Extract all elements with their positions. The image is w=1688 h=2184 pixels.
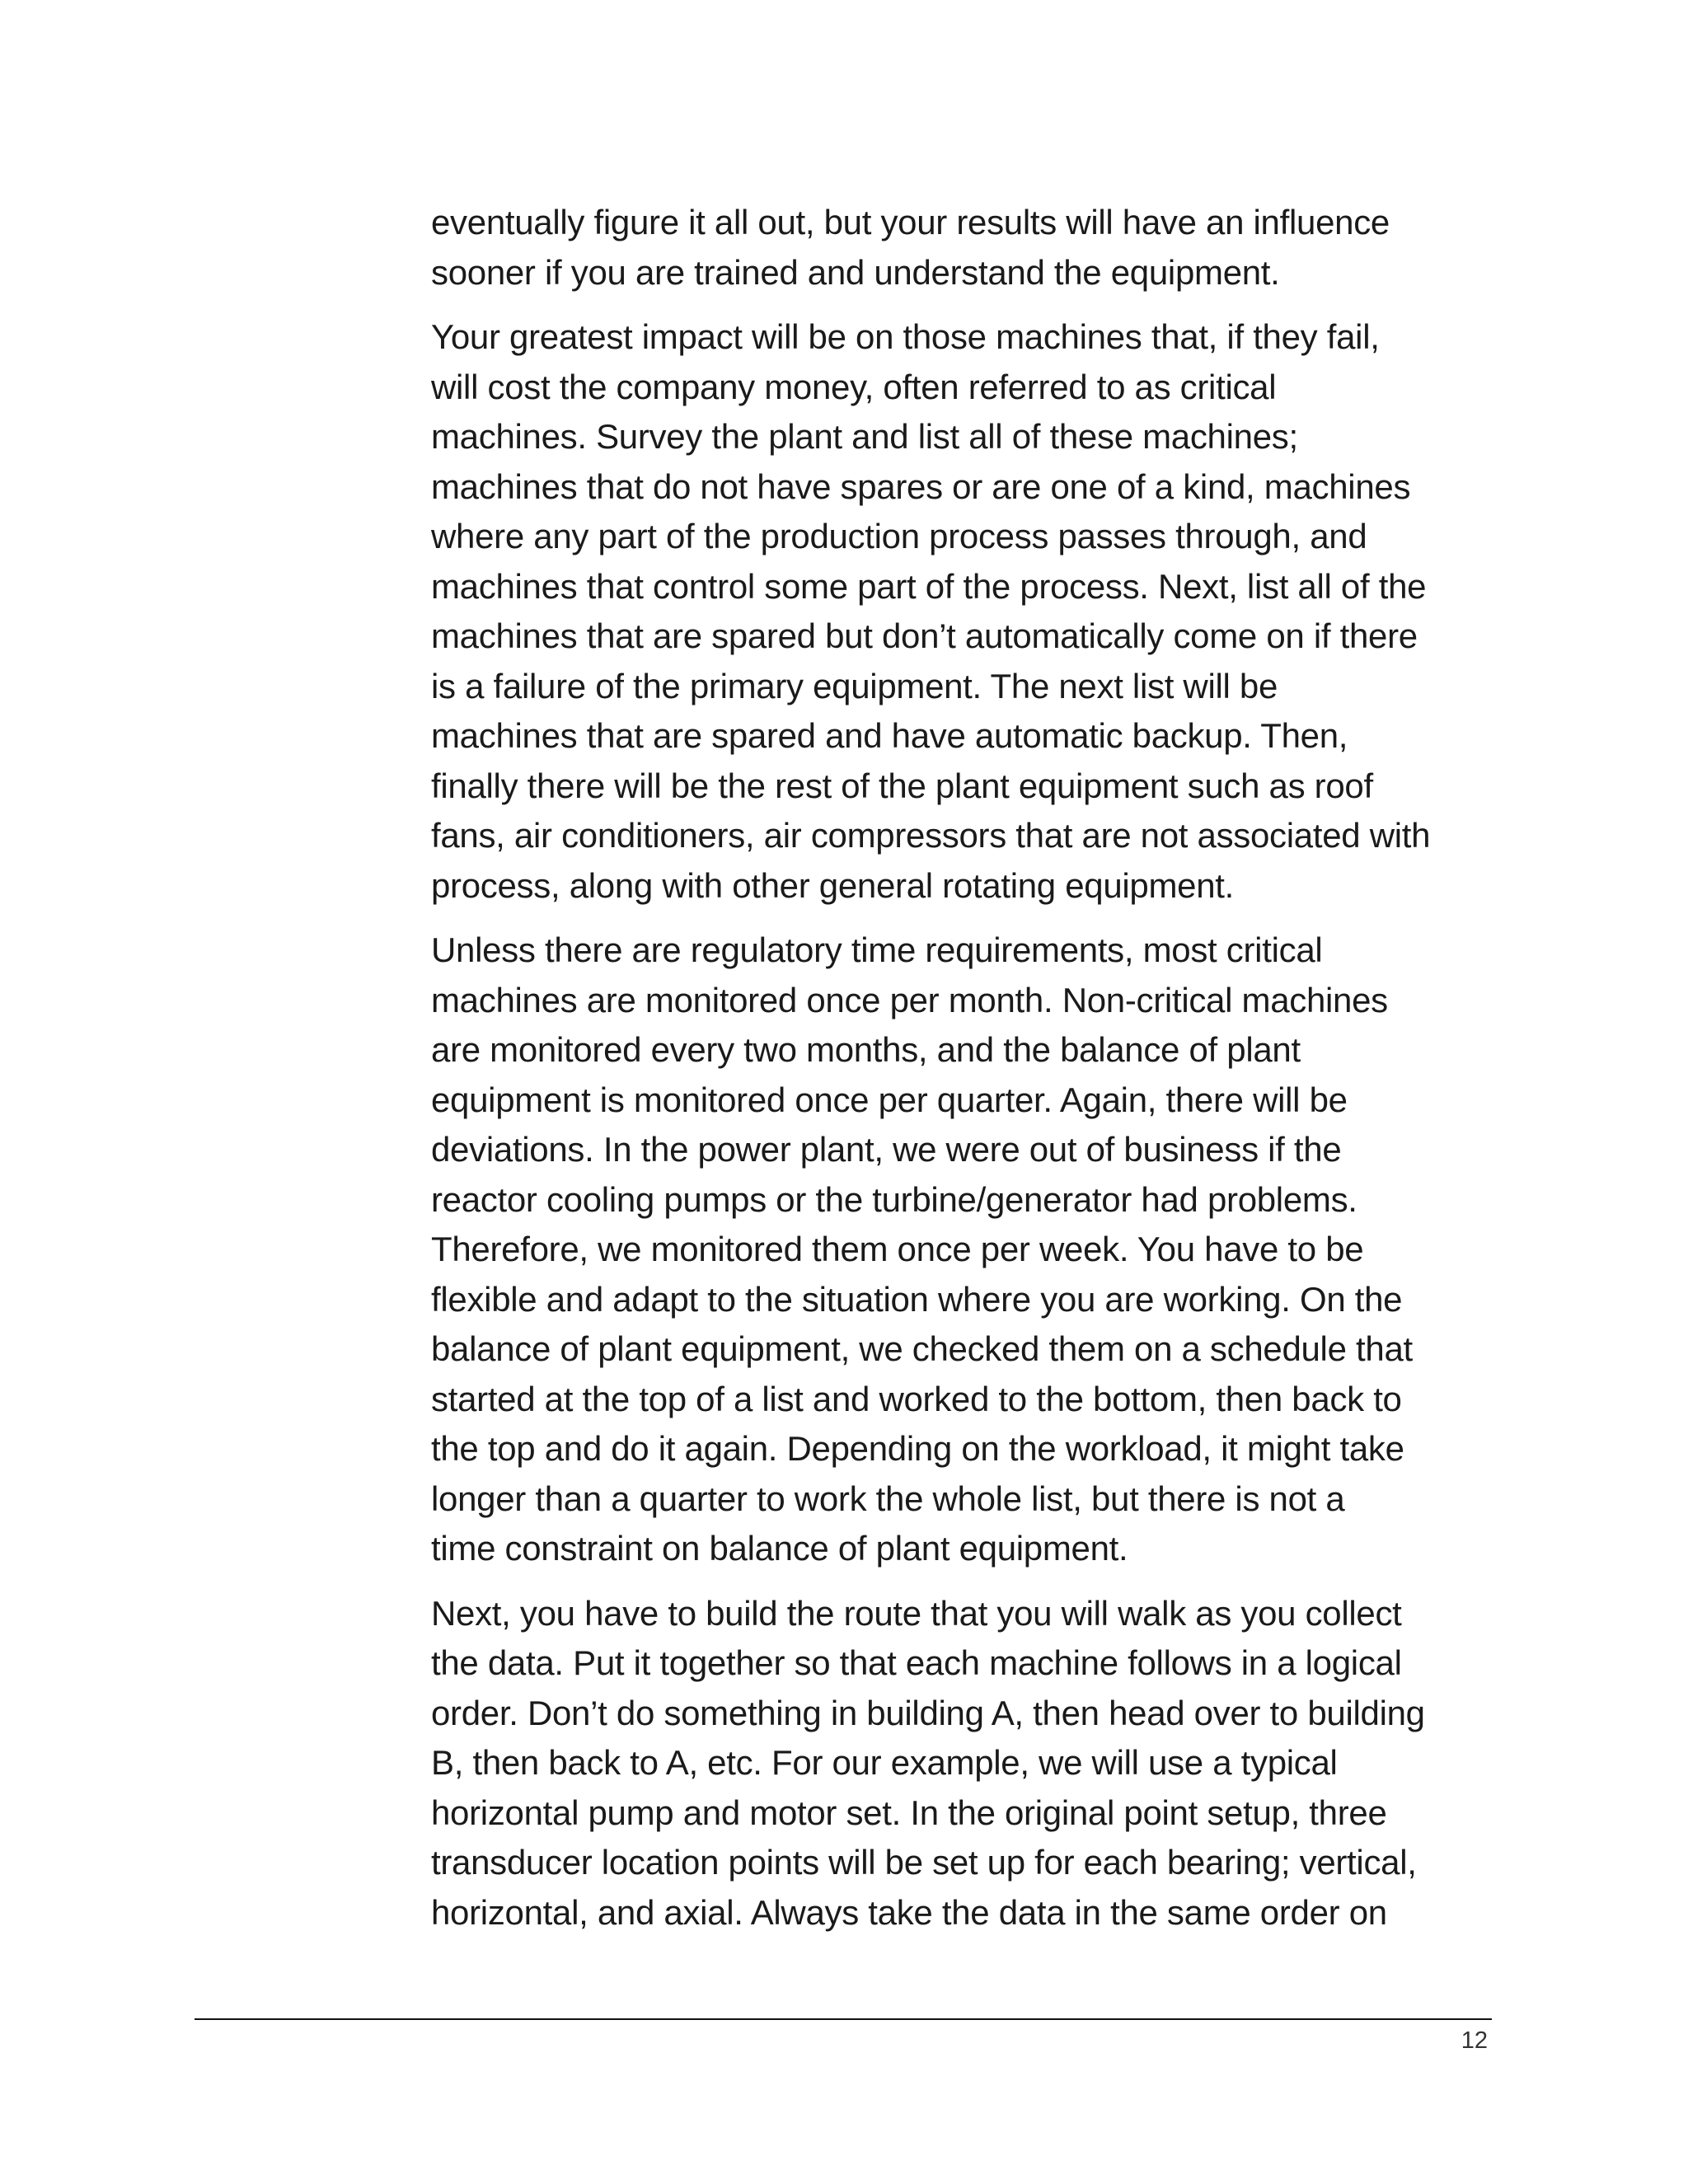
text-line: longer than a quarter to work the whole list, but there is not a xyxy=(431,1479,1345,1518)
text-line: flexible and adapt to the situation where you are working. On the xyxy=(431,1279,1403,1319)
footer-rule xyxy=(195,2018,1492,2020)
text-line: balance of plant equipment, we checked them on a schedule that xyxy=(431,1329,1413,1368)
text-line: process, along with other general rotating equipment. xyxy=(431,865,1235,905)
text-line: where any part of the production process passes through, and xyxy=(431,517,1367,555)
paragraph xyxy=(431,312,1494,911)
text-line: horizontal pump and motor set. In the original point setup, three xyxy=(431,1793,1387,1832)
text-line: machines are monitored once per month. Non-critical machines xyxy=(431,980,1388,1019)
text-line: fans, air conditioners, air compressors that are not associated with xyxy=(431,816,1431,855)
text-line: will cost the company money, often referred to as critical xyxy=(431,367,1277,406)
text-line: reactor cooling pumps or the turbine/generator had problems. xyxy=(431,1179,1357,1219)
text-line: are monitored every two months, and the balance of plant xyxy=(431,1030,1301,1069)
text-line: started at the top of a list and worked to the bottom, then back to xyxy=(431,1379,1402,1418)
text-line: order. Don’t do something in building A, then head over to building xyxy=(431,1693,1425,1732)
text-line: Unless there are regulatory time requirements, most critical xyxy=(431,930,1323,969)
text-line: sooner if you are trained and understand the equipment. xyxy=(431,252,1280,292)
paragraph xyxy=(431,926,1494,1574)
text-line: transducer location points will be set up for each bearing; vertical, xyxy=(431,1843,1417,1882)
text-line: B, then back to A, etc. For our example, we will use a typical xyxy=(431,1743,1338,1782)
text-line: Your greatest impact will be on those machines that, if they fail, xyxy=(431,317,1380,356)
text-line: the data. Put it together so that each machine follows in a logical xyxy=(431,1643,1402,1682)
text-line: time constraint on balance of plant equipment. xyxy=(431,1529,1128,1568)
page-number: 12 xyxy=(1461,2027,1488,2054)
text-line: the top and do it again. Depending on the workload, it might take xyxy=(431,1429,1404,1468)
text-line: finally there will be the rest of the plant equipment such as roof xyxy=(431,766,1373,805)
body-text xyxy=(431,198,1494,1952)
text-line: machines that control some part of the process. Next, list all of the xyxy=(431,566,1427,606)
text-line: deviations. In the power plant, we were out of business if the xyxy=(431,1130,1342,1169)
text-line: is a failure of the primary equipment. The next list will be xyxy=(431,666,1278,705)
paragraph xyxy=(431,1589,1494,1938)
text-line: machines that are spared but don’t automatically come on if there xyxy=(431,616,1418,655)
text-line: eventually figure it all out, but your results will have an influence xyxy=(431,203,1390,241)
text-line: horizontal, and axial. Always take the data in the same order on xyxy=(431,1892,1387,1932)
text-line: equipment is monitored once per quarter. Again, there will be xyxy=(431,1080,1348,1119)
text-line: Therefore, we monitored them once per week. You have to be xyxy=(431,1230,1364,1268)
text-line: machines that do not have spares or are one of a kind, machines xyxy=(431,466,1411,506)
text-line: machines. Survey the plant and list all of these machines; xyxy=(431,417,1298,456)
paragraph xyxy=(431,198,1494,298)
text-line: Next, you have to build the route that you will walk as you collect xyxy=(431,1593,1402,1633)
text-line: machines that are spared and have automatic backup. Then, xyxy=(431,716,1348,755)
